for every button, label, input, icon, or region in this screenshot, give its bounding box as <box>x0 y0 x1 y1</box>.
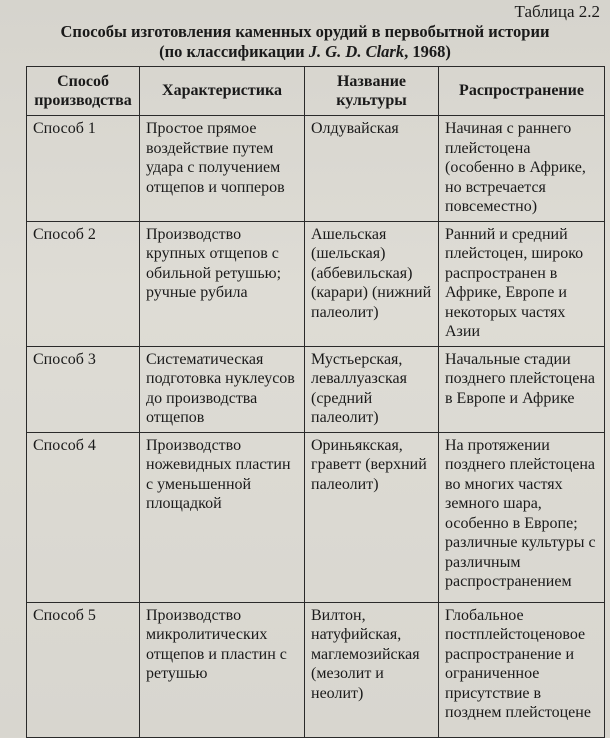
table-row <box>27 346 605 432</box>
table-header-row <box>27 67 605 116</box>
cell-method: Способ 3 <box>27 346 140 432</box>
cell-method: Способ 4 <box>27 432 140 602</box>
cell-culture: Вилтон, натуфийская, маглемозийская (мезолит и неолит) <box>305 602 439 737</box>
cell-culture: Мустьерская, леваллуазская (средний палеолит) <box>305 346 439 432</box>
cell-culture: Ориньякская, граветт (верхний палеолит) <box>305 432 439 602</box>
header-method: Способ производства <box>27 67 140 116</box>
cell-method: Способ 2 <box>27 221 140 346</box>
cell-distribution: На протяжении позднего плейстоцена во многих частях земного шара, особенно в Европе; различные культуры с различным распространением <box>439 432 605 602</box>
cell-distribution: Начальные стадии позднего плейстоцена в Европе и Африке <box>439 346 605 432</box>
cell-characteristic: Производство крупных отщепов с обильной ретушью; ручные рубила <box>140 221 305 346</box>
caption-line-1: Способы изготовления каменных орудий в первобытной истории <box>60 22 550 41</box>
header-culture: Название культуры <box>305 67 439 116</box>
cell-method: Способ 1 <box>27 116 140 222</box>
cell-distribution: Начиная с раннего плейстоцена (особенно в Африке, но встречается повсеместно) <box>439 116 605 222</box>
caption-prefix: (по классификации <box>159 42 309 61</box>
cell-method: Способ 5 <box>27 602 140 737</box>
table-caption <box>0 22 610 62</box>
cell-characteristic: Производство микролитических отщепов и пластин с ретушью <box>140 602 305 737</box>
table-row <box>27 221 605 346</box>
cell-characteristic: Производство ножевидных пластин с уменьшенной площадкой <box>140 432 305 602</box>
table-number-label: Таблица 2.2 <box>514 2 600 21</box>
cell-culture: Ашельская (шельская) (аббевильская) (карари) (нижний палеолит) <box>305 221 439 346</box>
header-distribution: Распространение <box>439 67 605 116</box>
cell-characteristic: Простое прямое воздействие путем удара с получением отщепов и чопперов <box>140 116 305 222</box>
cell-culture: Олдувайская <box>305 116 439 222</box>
cell-distribution: Ранний и средний плейстоцен, широко распространен в Африке, Европе и некоторых частях Азии <box>439 221 605 346</box>
caption-suffix: , 1968) <box>404 42 451 61</box>
caption-line-2 <box>0 42 610 62</box>
stone-tool-methods-table <box>26 66 605 738</box>
cell-characteristic: Систематическая подготовка нуклеусов до производства отщепов <box>140 346 305 432</box>
table-row <box>27 116 605 222</box>
caption-author: J. G. D. Clark <box>308 42 405 61</box>
table-row <box>27 602 605 737</box>
header-characteristic: Характеристика <box>140 67 305 116</box>
table-row <box>27 432 605 602</box>
cell-distribution: Глобальное постплейстоценовое распространение и ограниченное присутствие в позднем плейстоцене <box>439 602 605 737</box>
